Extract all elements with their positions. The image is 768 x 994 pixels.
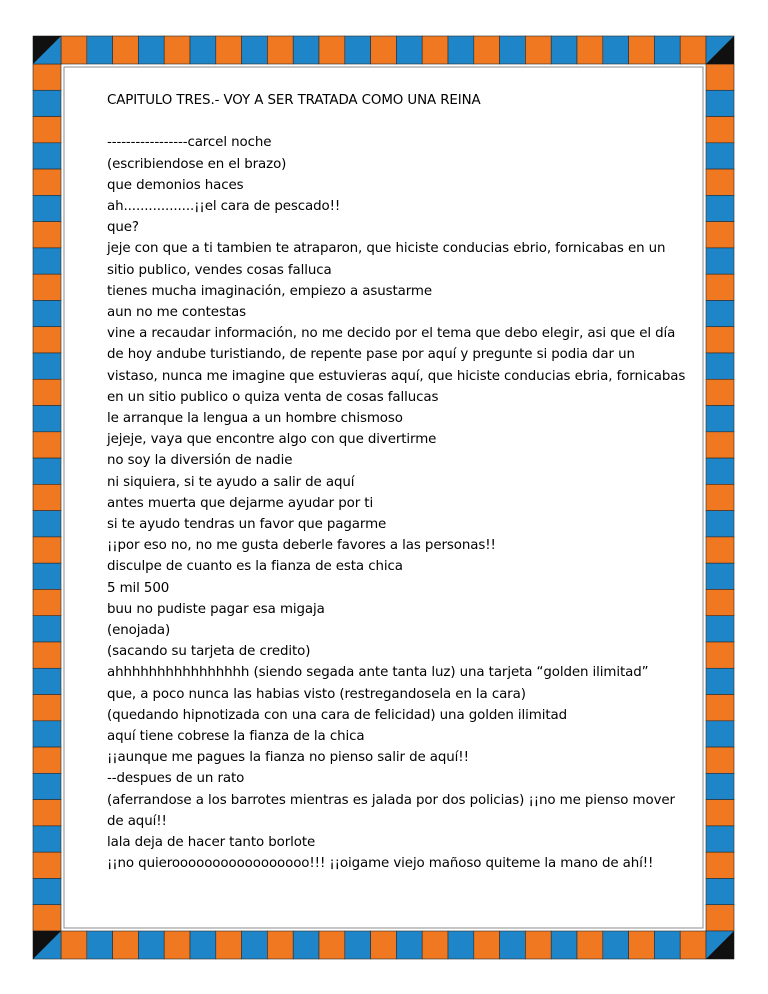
border-tile [33,511,61,537]
border-tile [33,458,61,484]
border-tile [33,747,61,773]
border-tile [706,800,734,826]
border-tile [706,563,734,589]
border-tile [33,800,61,826]
border-tile [706,616,734,642]
border-tile [33,169,61,195]
border-tile [706,327,734,353]
border-tile [500,931,526,959]
text-line: jeje con que a ti tambien te atraparon, que hiciste conducias ebrio, fornicabas en un sitio publico, vendes cosas falluca [107,241,666,278]
border-tile [706,195,734,221]
border-tile [33,589,61,615]
border-tile [422,36,448,64]
border-tile [706,511,734,537]
border-tile [33,773,61,799]
border-tile [33,432,61,458]
border-tile [33,616,61,642]
border-tile [164,36,190,64]
border-tile [33,484,61,510]
border-tile [422,931,448,959]
text-line: ¡¡por eso no, no me gusta deberle favores a las personas!! [107,538,496,554]
text-line: que? [107,220,139,236]
border-tile [61,36,87,64]
border-tile [138,36,164,64]
border-tile [577,36,603,64]
border-tile [706,169,734,195]
text-line: ni siquiera, si te ayudo a salir de aquí [107,474,355,490]
border-tile [706,379,734,405]
border-tile [706,406,734,432]
border-tile [706,773,734,799]
border-tile [33,406,61,432]
text-line: ah.................¡¡el cara de pescado!! [107,199,341,214]
border-tile [293,36,319,64]
border-tile [500,36,526,64]
text-line: buu no pudiste pagar esa migaja [107,601,325,617]
text-line: que, a poco nunca las habias visto (restregandosela en la cara) [107,686,526,702]
border-tile [33,90,61,116]
border-tile [474,931,500,959]
text-line: (sacando su tarjeta de credito) [107,644,311,660]
border-tile [706,143,734,169]
border-tile [396,36,422,64]
border-tile [706,353,734,379]
text-line: que demonios haces [107,177,244,193]
border-tile [33,143,61,169]
border-tile [293,931,319,959]
text-line: disculpe de cuanto es la fianza de esta chica [107,559,403,575]
border-tile [706,589,734,615]
border-tile [33,852,61,878]
border-tile [706,642,734,668]
border-tile [33,905,61,931]
border-tile [706,905,734,931]
border-tile [33,537,61,563]
border-tile [706,668,734,694]
border-tile [267,36,293,64]
border-tile [706,300,734,326]
border-tile [33,379,61,405]
border-tile [525,931,551,959]
border-tile [33,222,61,248]
text-line: ahhhhhhhhhhhhhhhh (siendo segada ante tanta luz) una tarjeta “golden ilimitad” [107,665,649,681]
border-tile [706,878,734,904]
border-tile [371,36,397,64]
border-tile [577,931,603,959]
border-tile [33,721,61,747]
text-line: aun no me contestas [107,305,246,321]
text-line: (enojada) [107,623,171,639]
border-tile [345,931,371,959]
border-tile [242,36,268,64]
text-line: tienes mucha imaginación, empiezo a asustarme [107,283,433,299]
border-tile [706,274,734,300]
border-tile [551,931,577,959]
text-line: no soy la diversión de nadie [107,453,293,469]
border-tile [138,931,164,959]
border-tile [242,931,268,959]
text-line: le arranque la lengua a un hombre chismoso [107,411,403,427]
text-line: vine a recaudar información, no me decido por el tema que debo elegir, asi que el día de hoy andube turistiando, de repente pase por aquí y pregunte si podia dar un vistaso, nunca me imagine que estuvieras aquí, que hiciste conducias ebria, fornicabas en un sitio publico o quiza venta de cosas fallucas [107,326,686,405]
border-tile [33,327,61,353]
text-line: (escribiendose en el brazo) [107,156,287,172]
border-tile [448,931,474,959]
border-tile [706,747,734,773]
text-line: lala deja de hacer tanto borlote [107,835,316,851]
border-tile [319,931,345,959]
border-tile [680,931,706,959]
chapter-title: CAPITULO TRES.- VOY A SER TRATADA COMO UNA REINA [107,93,481,108]
text-line: 5 mil 500 [107,580,170,596]
border-tile [113,36,139,64]
border-tile [33,195,61,221]
border-tile [267,931,293,959]
border-tile [319,36,345,64]
border-tile [551,36,577,64]
border-tile [190,36,216,64]
border-tile [706,432,734,458]
border-tile [525,36,551,64]
border-tile [216,931,242,959]
border-tile [396,931,422,959]
border-tile [33,695,61,721]
border-tile [164,931,190,959]
border-tile [33,117,61,143]
border-tile [654,931,680,959]
text-line: (quedando hipnotizada con una cara de felicidad) una golden ilimitad [107,707,567,723]
border-tile [33,274,61,300]
border-tile [706,248,734,274]
border-tile [33,64,61,90]
text-line: ¡¡aunque me pagues la fianza no pienso salir de aquí!! [107,750,469,766]
border-tile [33,668,61,694]
border-tile [680,36,706,64]
border-tile [61,931,87,959]
border-tile [33,563,61,589]
border-tile [654,36,680,64]
border-tile [706,458,734,484]
border-tile [706,695,734,721]
border-tile [629,931,655,959]
border-tile [706,721,734,747]
text-line: aquí tiene cobrese la fianza de la chica [107,729,365,745]
document-body [107,90,687,875]
border-tile [706,852,734,878]
border-tile [706,64,734,90]
blank-line [107,111,687,132]
border-tile [603,931,629,959]
border-tile [474,36,500,64]
border-tile [706,484,734,510]
border-tile [113,931,139,959]
border-tile [706,117,734,143]
border-tile [706,90,734,116]
text-line: si te ayudo tendras un favor que pagarme [107,517,387,533]
border-tile [371,931,397,959]
border-tile [33,300,61,326]
border-tile [706,537,734,563]
border-tile [87,931,113,959]
border-tile [448,36,474,64]
text-line: (aferrandose a los barrotes mientras es jalada por dos policias) ¡¡no me pienso mover de aquí!! [107,792,675,829]
border-tile [190,931,216,959]
border-tile [87,36,113,64]
text-line: jejeje, vaya que encontre algo con que divertirme [107,432,437,448]
text-line: antes muerta que dejarme ayudar por ti [107,495,374,511]
border-tile [706,826,734,852]
text-line: ¡¡no quierooooooooooooooooo!!! ¡¡oigame viejo mañoso quiteme la mano de ahí!! [107,856,654,872]
border-tile [33,642,61,668]
border-tile [33,353,61,379]
border-tile [33,826,61,852]
text-line: --despues de un rato [107,771,245,787]
border-tile [603,36,629,64]
border-tile [345,36,371,64]
border-tile [33,878,61,904]
border-tile [629,36,655,64]
border-tile [706,222,734,248]
border-tile [33,248,61,274]
border-tile [216,36,242,64]
text-line: -----------------carcel noche [107,135,272,151]
